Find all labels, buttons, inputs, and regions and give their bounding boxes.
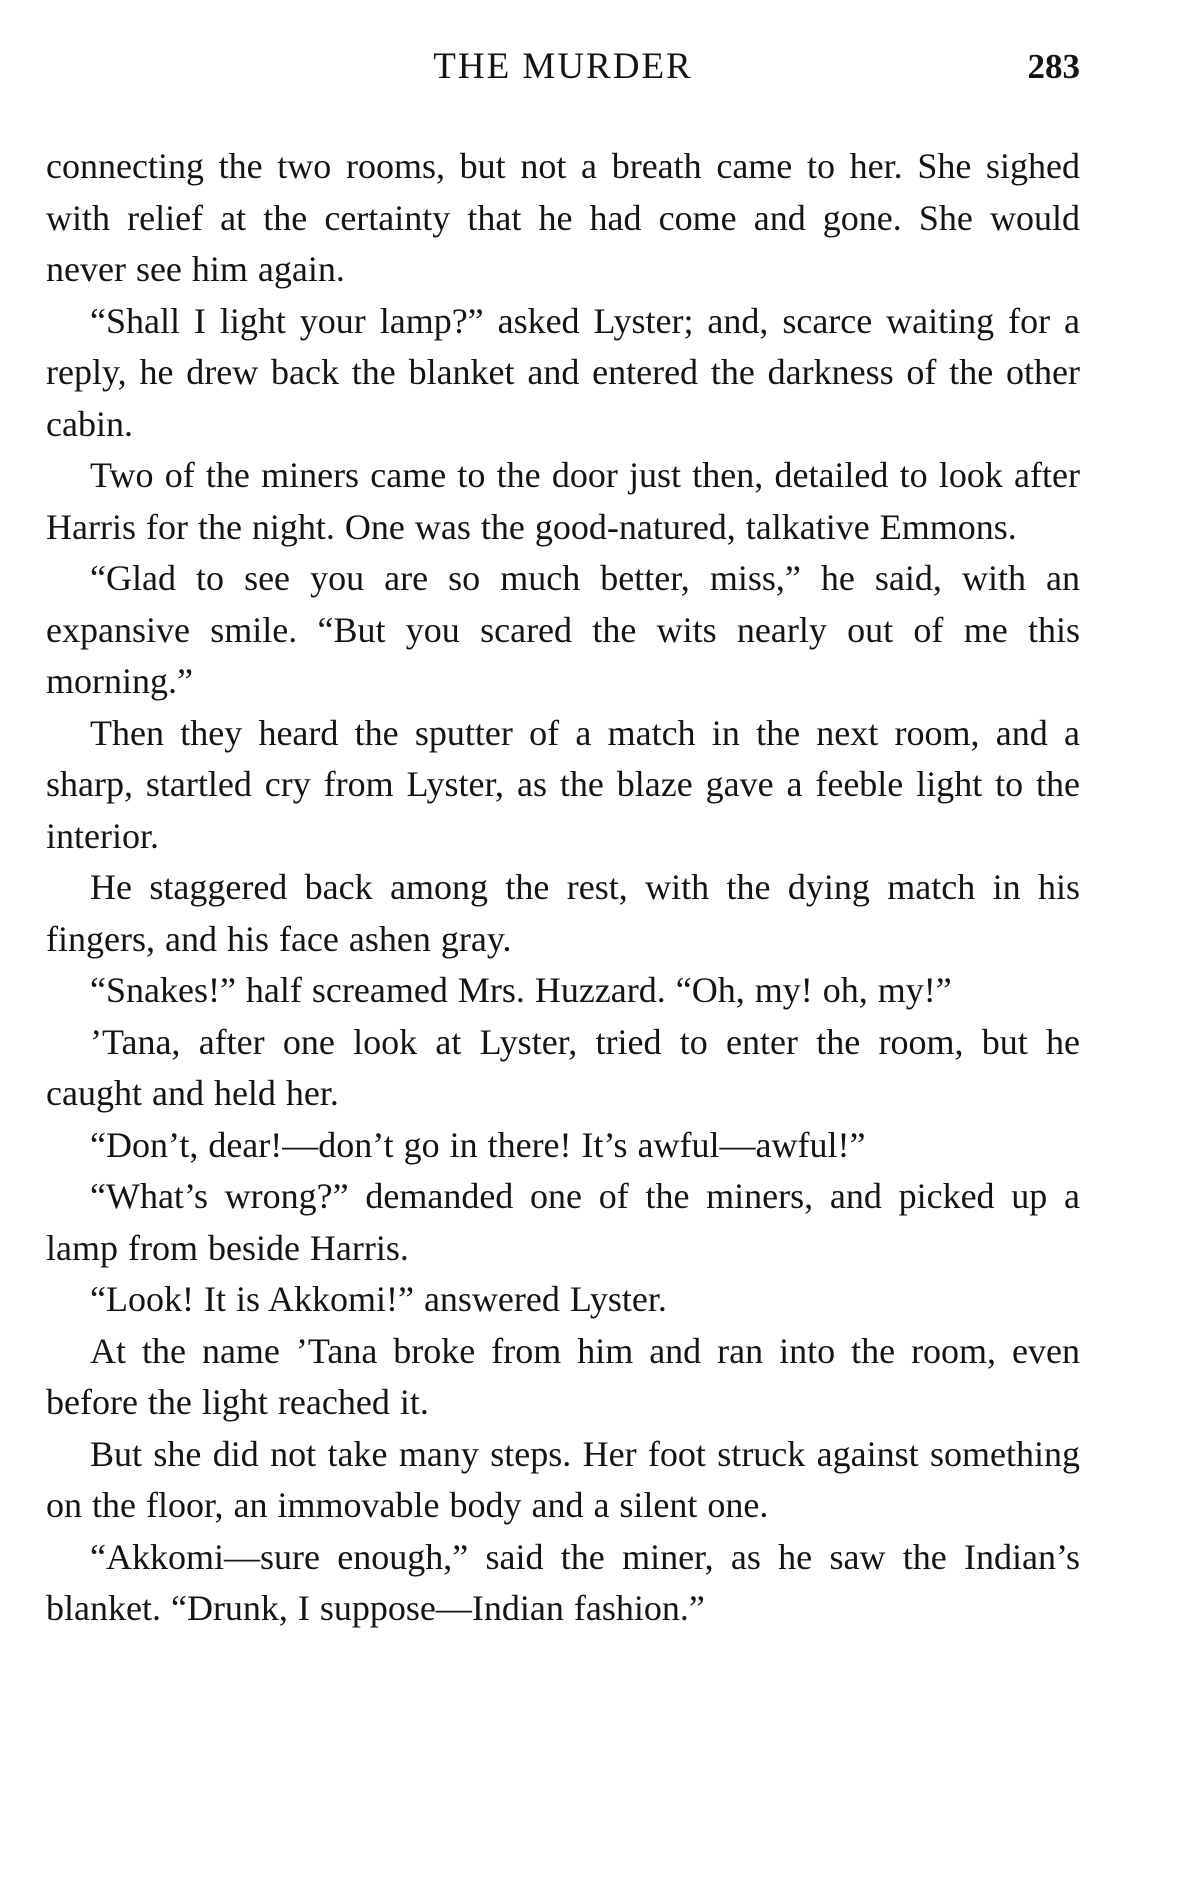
paragraph: Two of the miners came to the door just then, detailed to look after Harris for the night. One was the good-natured, talkative Emmons. (46, 455, 1080, 547)
body-text (46, 141, 1080, 1635)
running-head (46, 42, 1080, 92)
paragraph: But she did not take many steps. Her foot struck against something on the floor, an immovable body and a silent one. (46, 1433, 1080, 1525)
paragraph: “Shall I light your lamp?” asked Lyster; and, scarce waiting for a reply, he drew back the blanket and entered the darkness of the other cabin. (46, 300, 1080, 444)
paragraph: “Don’t, dear!—don’t go in there! It’s awful—awful!” (90, 1124, 866, 1165)
paragraph: “Akkomi—sure enough,” said the miner, as he saw the Indian’s blanket. “Drunk, I suppose—Indian fashion.” (46, 1536, 1080, 1628)
paragraph: “Look! It is Akkomi!” answered Lyster. (90, 1279, 667, 1319)
paragraph: “Snakes!” half screamed Mrs. Huzzard. “Oh, my! oh, my!” (90, 970, 952, 1010)
paragraph: At the name ’Tana broke from him and ran into the room, even before the light reached it. (46, 1330, 1080, 1422)
running-title: THE MURDER (433, 46, 693, 87)
paragraph: Then they heard the sputter of a match in the next room, and a sharp, startled cry from Lyster, as the blaze gave a feeble light to the interior. (46, 712, 1080, 856)
paragraph: “Glad to see you are so much better, miss,” he said, with an expansive smile. “But you scared the wits nearly out of me this morning.” (46, 558, 1080, 701)
paragraph: He staggered back among the rest, with the dying match in his fingers, and his face ashen gray. (46, 867, 1080, 959)
paragraph-continued: connecting the two rooms, but not a breath came to her. She sighed with relief at the certainty that he had come and gone. She would never see him again. (46, 146, 1080, 289)
page-number: 283 (1027, 47, 1080, 86)
paragraph: “What’s wrong?” demanded one of the miners, and picked up a lamp from beside Harris. (46, 1176, 1080, 1268)
paragraph: ’Tana, after one look at Lyster, tried to enter the room, but he caught and held her. (46, 1021, 1080, 1113)
